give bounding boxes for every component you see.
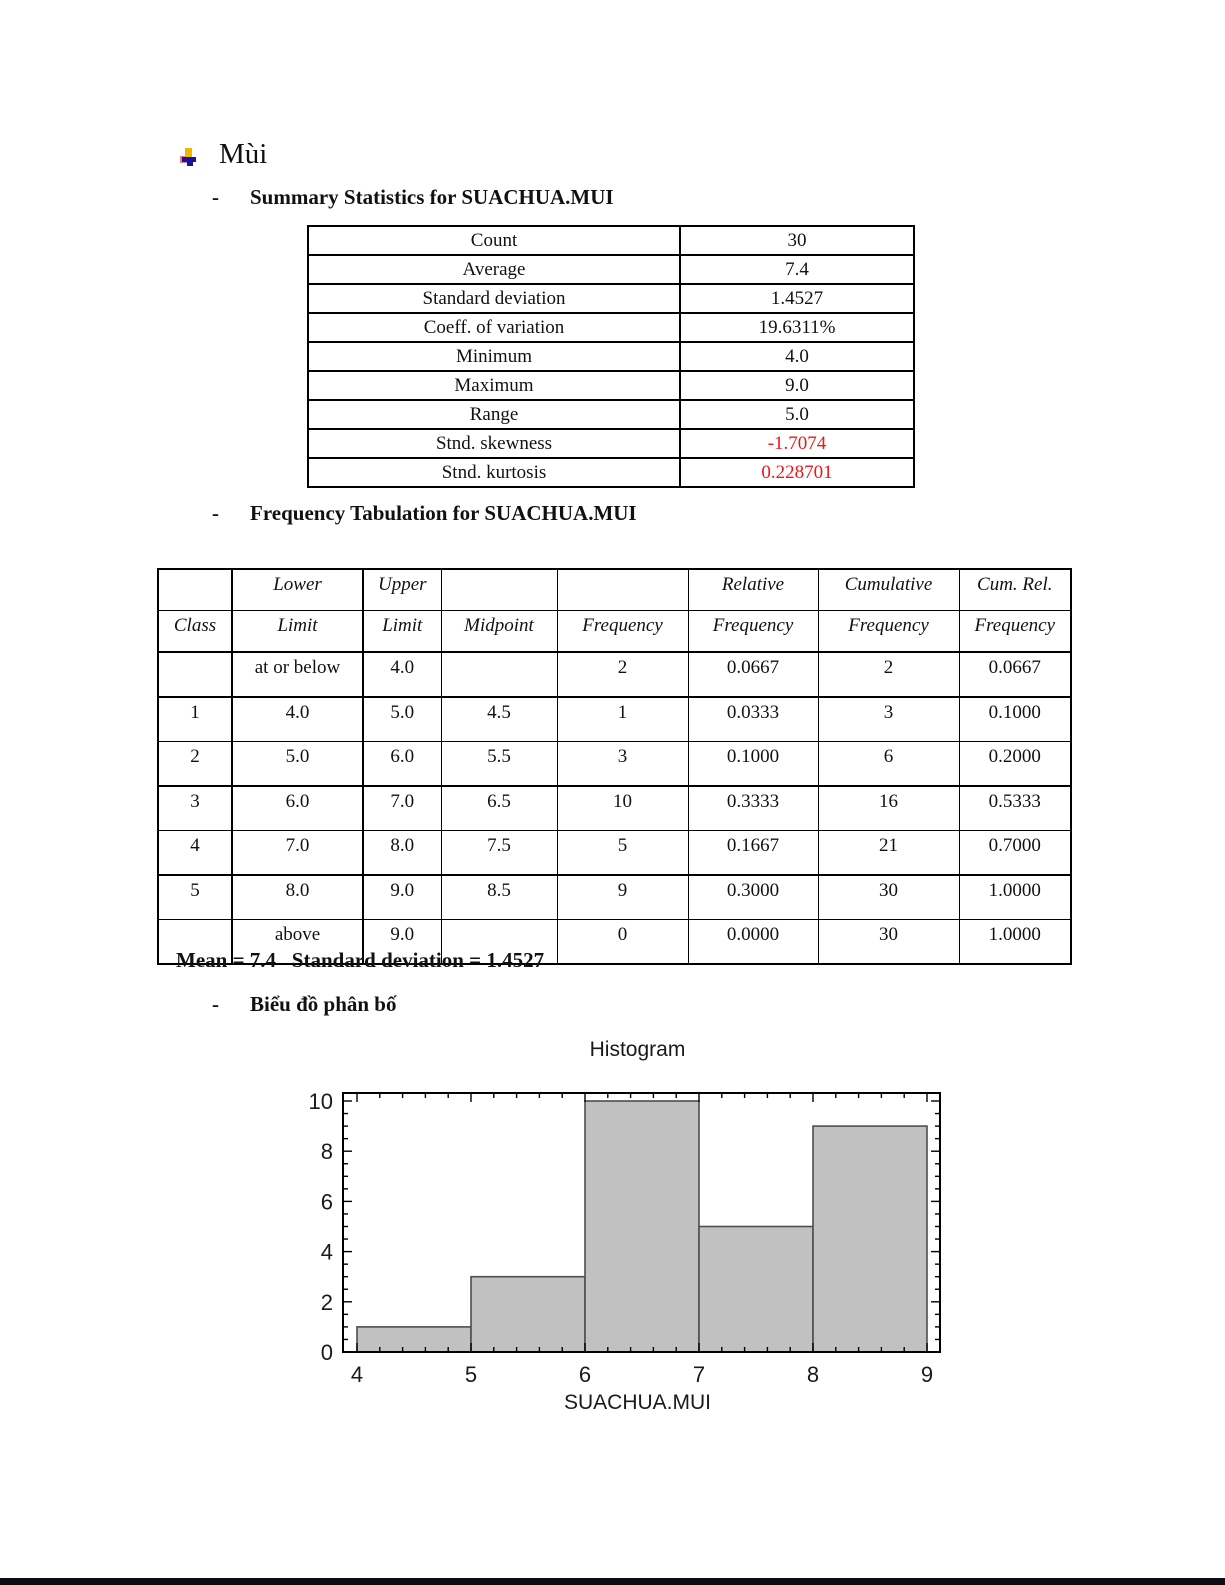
column-header: Frequency [959, 611, 1071, 653]
frequency-cell: 2 [158, 742, 232, 787]
histogram-bar [585, 1101, 699, 1352]
frequency-row [158, 831, 1071, 876]
frequency-cell: 5.5 [441, 742, 557, 787]
summary-row [308, 226, 914, 255]
frequency-cell: 8.0 [232, 875, 363, 920]
stat-value: 19.6311% [680, 313, 914, 342]
histogram-bar [813, 1126, 927, 1352]
frequency-cell: 0.0000 [688, 920, 818, 965]
frequency-cell: 1.0000 [959, 875, 1071, 920]
frequency-cell: 4.0 [232, 697, 363, 742]
summary-row [308, 284, 914, 313]
histogram-plot-area [300, 1086, 975, 1386]
colored-list-bullet-icon [180, 148, 198, 167]
histogram-bar [357, 1327, 471, 1352]
frequency-cell: 4 [158, 831, 232, 876]
frequency-cell: 5 [158, 875, 232, 920]
column-header [557, 569, 688, 611]
frequency-row [158, 786, 1071, 831]
frequency-cell: 5.0 [232, 742, 363, 787]
frequency-cell: 6.5 [441, 786, 557, 831]
stat-label: Maximum [308, 371, 680, 400]
column-header: Relative [688, 569, 818, 611]
summary-statistics-table [307, 225, 915, 488]
stat-value: -1.7074 [680, 429, 914, 458]
frequency-cell: 8.0 [363, 831, 441, 876]
frequency-cell: 4.5 [441, 697, 557, 742]
svg-text:5: 5 [464, 1362, 478, 1386]
frequency-cell: 0.0333 [688, 697, 818, 742]
svg-text:2: 2 [320, 1289, 333, 1315]
summary-row [308, 342, 914, 371]
stat-value: 7.4 [680, 255, 914, 284]
frequency-cell: 21 [818, 831, 959, 876]
column-header: Limit [363, 611, 441, 653]
frequency-cell: 3 [818, 697, 959, 742]
svg-text:7: 7 [692, 1362, 706, 1386]
column-header: Limit [232, 611, 363, 653]
frequency-cell: 0.3000 [688, 875, 818, 920]
stat-label: Range [308, 400, 680, 429]
section-bullet-line [180, 138, 267, 170]
frequency-cell: 8.5 [441, 875, 557, 920]
frequency-cell: 7.5 [441, 831, 557, 876]
column-header: Frequency [557, 611, 688, 653]
column-header: Frequency [688, 611, 818, 653]
svg-text:8: 8 [806, 1362, 820, 1386]
stat-label: Minimum [308, 342, 680, 371]
frequency-cell: 6 [818, 742, 959, 787]
x-axis-title: SUACHUA.MUI [563, 1391, 711, 1414]
frequency-cell: at or below [232, 652, 363, 697]
heading-dash: - [212, 992, 219, 1016]
frequency-cell: 9 [557, 875, 688, 920]
svg-text:6: 6 [578, 1362, 592, 1386]
column-header [158, 569, 232, 611]
frequency-cell: 7.0 [232, 831, 363, 876]
column-header: Midpoint [441, 611, 557, 653]
summary-row [308, 371, 914, 400]
heading-distribution-chart [212, 991, 397, 1017]
mean-note: Mean = 7.4 Standard deviation = 1.4527 [176, 948, 545, 972]
frequency-cell: 0.5333 [959, 786, 1071, 831]
frequency-cell: 30 [818, 875, 959, 920]
frequency-cell: 0.1000 [959, 697, 1071, 742]
svg-text:4: 4 [350, 1362, 364, 1386]
svg-text:4: 4 [320, 1239, 333, 1265]
summary-row [308, 255, 914, 284]
frequency-cell: 0.2000 [959, 742, 1071, 787]
frequency-cell: above [232, 920, 363, 965]
column-header: Lower [232, 569, 363, 611]
summary-row [308, 429, 914, 458]
page-edge-bar [0, 1578, 1225, 1585]
stat-value: 5.0 [680, 400, 914, 429]
summary-row [308, 400, 914, 429]
frequency-cell: 0.3333 [688, 786, 818, 831]
heading-chart-text: Biểu đồ phân bố [250, 992, 397, 1016]
heading-summary-statistics [212, 184, 614, 210]
heading-summary-text: Summary Statistics for SUACHUA.MUI [250, 185, 614, 209]
frequency-cell: 2 [557, 652, 688, 697]
frequency-cell: 9.0 [363, 875, 441, 920]
frequency-cell: 10 [557, 786, 688, 831]
frequency-row [158, 875, 1071, 920]
histogram-bar [699, 1227, 813, 1353]
frequency-cell: 0.0667 [959, 652, 1071, 697]
frequency-tabulation-table [157, 568, 1072, 965]
frequency-cell: 0.1000 [688, 742, 818, 787]
heading-dash: - [212, 185, 219, 209]
stat-label: Coeff. of variation [308, 313, 680, 342]
frequency-row [158, 697, 1071, 742]
frequency-cell: 0.0667 [688, 652, 818, 697]
frequency-cell: 1.0000 [959, 920, 1071, 965]
frequency-cell: 7.0 [363, 786, 441, 831]
stat-value: 4.0 [680, 342, 914, 371]
stat-label: Standard deviation [308, 284, 680, 313]
summary-row [308, 458, 914, 487]
frequency-cell: 5 [557, 831, 688, 876]
frequency-cell [441, 652, 557, 697]
frequency-cell: 6.0 [363, 742, 441, 787]
svg-text:10: 10 [308, 1089, 333, 1114]
frequency-cell: 16 [818, 786, 959, 831]
frequency-cell: 0.7000 [959, 831, 1071, 876]
frequency-cell: 30 [818, 920, 959, 965]
stat-label: Count [308, 226, 680, 255]
svg-text:9: 9 [920, 1362, 934, 1386]
column-header: Frequency [818, 611, 959, 653]
frequency-cell: 5.0 [363, 697, 441, 742]
frequency-cell: 1 [158, 697, 232, 742]
stat-value: 1.4527 [680, 284, 914, 313]
frequency-cell: 6.0 [232, 786, 363, 831]
frequency-row [158, 742, 1071, 787]
histogram-chart [300, 1038, 975, 1434]
chart-title: Histogram [589, 1038, 686, 1061]
summary-row [308, 313, 914, 342]
column-header: Class [158, 611, 232, 653]
heading-dash: - [212, 501, 219, 525]
svg-text:8: 8 [320, 1139, 333, 1165]
frequency-cell: 0 [557, 920, 688, 965]
frequency-cell: 9.0 [363, 920, 441, 965]
frequency-header-row [158, 569, 1071, 611]
column-header: Cum. Rel. [959, 569, 1071, 611]
frequency-cell [158, 652, 232, 697]
frequency-row [158, 652, 1071, 697]
stat-value: 0.228701 [680, 458, 914, 487]
column-header: Cumulative [818, 569, 959, 611]
stat-value: 9.0 [680, 371, 914, 400]
frequency-cell: 4.0 [363, 652, 441, 697]
column-header [441, 569, 557, 611]
stat-label: Stnd. kurtosis [308, 458, 680, 487]
frequency-cell: 1 [557, 697, 688, 742]
svg-text:0: 0 [320, 1340, 333, 1365]
section-title: Mùi [219, 138, 268, 170]
column-header: Upper [363, 569, 441, 611]
heading-frequency-text: Frequency Tabulation for SUACHUA.MUI [250, 501, 637, 525]
frequency-cell: 3 [158, 786, 232, 831]
frequency-cell: 3 [557, 742, 688, 787]
svg-text:6: 6 [320, 1189, 333, 1215]
stat-label: Stnd. skewness [308, 429, 680, 458]
bullet-navy-shape [187, 157, 193, 166]
histogram-bar [471, 1277, 585, 1352]
frequency-cell: 2 [818, 652, 959, 697]
stat-label: Average [308, 255, 680, 284]
frequency-header-row [158, 611, 1071, 653]
frequency-cell: 0.1667 [688, 831, 818, 876]
heading-frequency-tabulation [212, 500, 637, 526]
stat-value: 30 [680, 226, 914, 255]
